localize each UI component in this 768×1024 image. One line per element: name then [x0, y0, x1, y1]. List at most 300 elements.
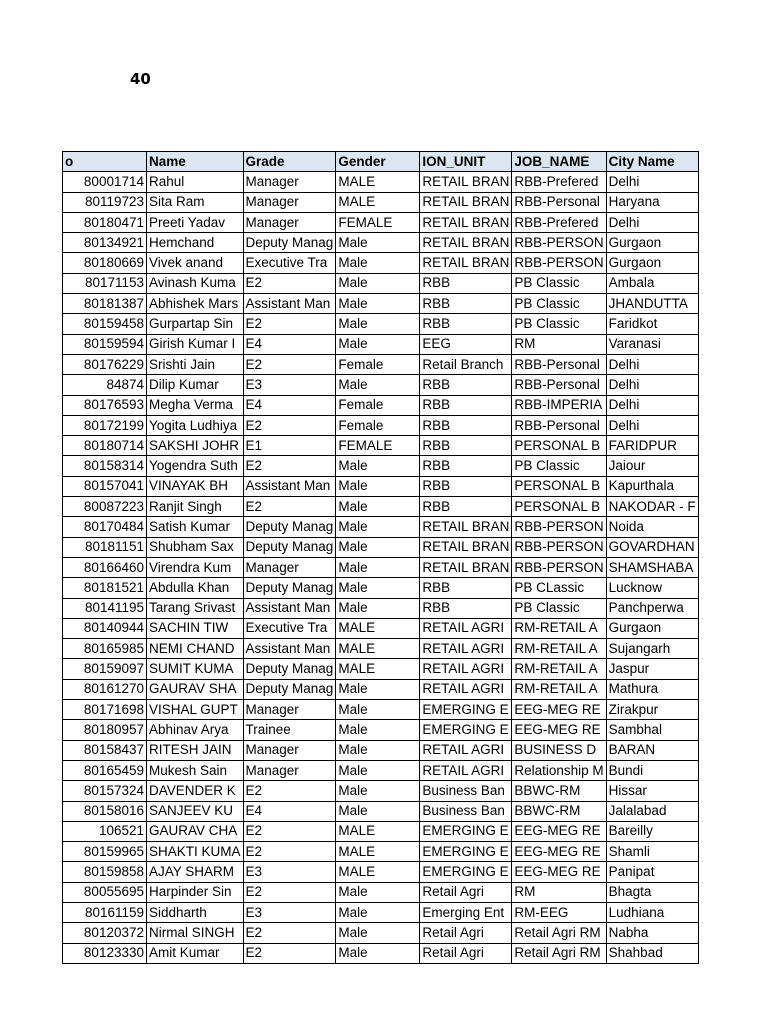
- cell-id[interactable]: 80180669: [63, 253, 147, 273]
- cell-grade[interactable]: E2: [243, 882, 336, 902]
- cell-grade[interactable]: E4: [243, 801, 336, 821]
- cell-gender[interactable]: Male: [336, 497, 420, 517]
- cell-city-name[interactable]: Gurgaon: [606, 253, 698, 273]
- cell-job-name[interactable]: RBB-PERSON: [512, 557, 606, 577]
- cell-id[interactable]: 80157041: [63, 476, 147, 496]
- cell-id[interactable]: 80165459: [63, 760, 147, 780]
- column-header-job-name[interactable]: JOB_NAME: [512, 152, 606, 172]
- cell-id[interactable]: 80165985: [63, 639, 147, 659]
- cell-city-name[interactable]: Delhi: [606, 375, 698, 395]
- cell-name[interactable]: Vivek anand: [147, 253, 244, 273]
- cell-name[interactable]: Hemchand: [147, 233, 244, 253]
- cell-ion-unit[interactable]: RETAIL BRAN: [420, 192, 512, 212]
- cell-grade[interactable]: E4: [243, 395, 336, 415]
- table-row: [63, 700, 699, 720]
- cell-ion-unit[interactable]: RBB: [420, 476, 512, 496]
- cell-city-name[interactable]: Noida: [606, 517, 698, 537]
- cell-name[interactable]: Harpinder Sin: [147, 882, 244, 902]
- cell-id[interactable]: 80001714: [63, 172, 147, 192]
- cell-ion-unit[interactable]: Business Ban: [420, 781, 512, 801]
- column-header-gender[interactable]: Gender: [336, 152, 420, 172]
- cell-name[interactable]: Megha Verma: [147, 395, 244, 415]
- cell-name[interactable]: Rahul: [147, 172, 244, 192]
- cell-id[interactable]: 80180957: [63, 720, 147, 740]
- cell-name[interactable]: Ranjit Singh: [147, 497, 244, 517]
- cell-name[interactable]: Yogendra Suth: [147, 456, 244, 476]
- cell-job-name[interactable]: PB CLassic: [512, 578, 606, 598]
- cell-job-name[interactable]: BBWC-RM: [512, 801, 606, 821]
- cell-job-name[interactable]: PERSONAL B: [512, 476, 606, 496]
- cell-job-name[interactable]: RBB-Personal: [512, 354, 606, 374]
- cell-ion-unit[interactable]: RETAIL AGRI: [420, 618, 512, 638]
- cell-id[interactable]: 80159858: [63, 862, 147, 882]
- cell-ion-unit[interactable]: Retail Agri: [420, 882, 512, 902]
- cell-job-name[interactable]: RM-RETAIL A: [512, 618, 606, 638]
- cell-job-name[interactable]: RBB-Prefered: [512, 172, 606, 192]
- cell-name[interactable]: SUMIT KUMA: [147, 659, 244, 679]
- cell-grade[interactable]: E1: [243, 436, 336, 456]
- cell-grade[interactable]: Manager: [243, 172, 336, 192]
- cell-id[interactable]: 80172199: [63, 415, 147, 435]
- cell-city-name[interactable]: Delhi: [606, 172, 698, 192]
- cell-ion-unit[interactable]: RBB: [420, 294, 512, 314]
- cell-city-name[interactable]: Bhagta: [606, 882, 698, 902]
- cell-city-name[interactable]: BARAN: [606, 740, 698, 760]
- cell-gender[interactable]: Male: [336, 334, 420, 354]
- cell-ion-unit[interactable]: RETAIL BRAN: [420, 233, 512, 253]
- cell-city-name[interactable]: Gurgaon: [606, 618, 698, 638]
- cell-id[interactable]: 80170484: [63, 517, 147, 537]
- cell-name[interactable]: GAURAV CHA: [147, 821, 244, 841]
- cell-name[interactable]: Mukesh Sain: [147, 760, 244, 780]
- cell-id[interactable]: 80159458: [63, 314, 147, 334]
- cell-job-name[interactable]: PB Classic: [512, 598, 606, 618]
- cell-ion-unit[interactable]: EMERGING E: [420, 862, 512, 882]
- cell-name[interactable]: Gurpartap Sin: [147, 314, 244, 334]
- cell-ion-unit[interactable]: RETAIL BRAN: [420, 557, 512, 577]
- cell-id[interactable]: 80119723: [63, 192, 147, 212]
- cell-ion-unit[interactable]: RBB: [420, 415, 512, 435]
- cell-gender[interactable]: Male: [336, 537, 420, 557]
- table-row: [63, 314, 699, 334]
- cell-id[interactable]: 80158314: [63, 456, 147, 476]
- cell-grade[interactable]: E2: [243, 923, 336, 943]
- cell-grade[interactable]: E2: [243, 314, 336, 334]
- table-row: [63, 415, 699, 435]
- cell-name[interactable]: DAVENDER K: [147, 781, 244, 801]
- table-row: [63, 537, 699, 557]
- cell-id[interactable]: 80181521: [63, 578, 147, 598]
- cell-gender[interactable]: Male: [336, 679, 420, 699]
- cell-job-name[interactable]: EEG-MEG RE: [512, 842, 606, 862]
- cell-name[interactable]: SANJEEV KU: [147, 801, 244, 821]
- cell-gender[interactable]: Male: [336, 578, 420, 598]
- cell-ion-unit[interactable]: RBB: [420, 395, 512, 415]
- cell-job-name[interactable]: PB Classic: [512, 456, 606, 476]
- cell-id[interactable]: 80158016: [63, 801, 147, 821]
- cell-ion-unit[interactable]: Retail Agri: [420, 923, 512, 943]
- cell-gender[interactable]: Male: [336, 760, 420, 780]
- table-row: [63, 517, 699, 537]
- cell-grade[interactable]: E2: [243, 842, 336, 862]
- table-row: [63, 720, 699, 740]
- cell-ion-unit[interactable]: EMERGING E: [420, 821, 512, 841]
- cell-city-name[interactable]: Delhi: [606, 415, 698, 435]
- cell-job-name[interactable]: RM-RETAIL A: [512, 659, 606, 679]
- cell-ion-unit[interactable]: RETAIL BRAN: [420, 172, 512, 192]
- cell-ion-unit[interactable]: RETAIL AGRI: [420, 659, 512, 679]
- cell-grade[interactable]: Deputy Manag: [243, 679, 336, 699]
- cell-id[interactable]: 80158437: [63, 740, 147, 760]
- column-header-ion-unit[interactable]: ION_UNIT: [420, 152, 512, 172]
- cell-grade[interactable]: E2: [243, 415, 336, 435]
- cell-name[interactable]: Shubham Sax: [147, 537, 244, 557]
- cell-id[interactable]: 80120372: [63, 923, 147, 943]
- cell-grade[interactable]: Executive Tra: [243, 253, 336, 273]
- cell-city-name[interactable]: SHAMSHABA: [606, 557, 698, 577]
- cell-grade[interactable]: Manager: [243, 212, 336, 232]
- cell-city-name[interactable]: Ludhiana: [606, 902, 698, 922]
- cell-grade[interactable]: Manager: [243, 700, 336, 720]
- cell-gender[interactable]: Male: [336, 781, 420, 801]
- cell-id[interactable]: 80157324: [63, 781, 147, 801]
- cell-job-name[interactable]: EEG-MEG RE: [512, 700, 606, 720]
- cell-grade[interactable]: Deputy Manag: [243, 578, 336, 598]
- cell-city-name[interactable]: Kapurthala: [606, 476, 698, 496]
- cell-ion-unit[interactable]: EMERGING E: [420, 842, 512, 862]
- cell-city-name[interactable]: Jaspur: [606, 659, 698, 679]
- cell-id[interactable]: 80176593: [63, 395, 147, 415]
- column-header-id[interactable]: o: [63, 152, 147, 172]
- cell-grade[interactable]: Assistant Man: [243, 598, 336, 618]
- cell-grade[interactable]: E2: [243, 943, 336, 963]
- cell-ion-unit[interactable]: RETAIL AGRI: [420, 639, 512, 659]
- cell-city-name[interactable]: Jaiour: [606, 456, 698, 476]
- cell-city-name[interactable]: Shamli: [606, 842, 698, 862]
- cell-job-name[interactable]: RM: [512, 334, 606, 354]
- cell-grade[interactable]: Deputy Manag: [243, 659, 336, 679]
- cell-job-name[interactable]: RM: [512, 882, 606, 902]
- cell-id[interactable]: 106521: [63, 821, 147, 841]
- cell-city-name[interactable]: FARIDPUR: [606, 436, 698, 456]
- cell-job-name[interactable]: RBB-Prefered: [512, 212, 606, 232]
- column-header-name[interactable]: Name: [147, 152, 244, 172]
- column-header-city-name[interactable]: City Name: [606, 152, 698, 172]
- cell-city-name[interactable]: Gurgaon: [606, 233, 698, 253]
- cell-gender[interactable]: MALE: [336, 862, 420, 882]
- cell-grade[interactable]: E2: [243, 273, 336, 293]
- cell-name[interactable]: VISHAL GUPT: [147, 700, 244, 720]
- cell-gender[interactable]: MALE: [336, 659, 420, 679]
- cell-gender[interactable]: Male: [336, 923, 420, 943]
- cell-grade[interactable]: E2: [243, 497, 336, 517]
- cell-name[interactable]: SHAKTI KUMA: [147, 842, 244, 862]
- cell-grade[interactable]: Deputy Manag: [243, 233, 336, 253]
- cell-gender[interactable]: Male: [336, 902, 420, 922]
- cell-gender[interactable]: Male: [336, 943, 420, 963]
- cell-name[interactable]: Srishti Jain: [147, 354, 244, 374]
- table-row: [63, 294, 699, 314]
- cell-city-name[interactable]: GOVARDHAN: [606, 537, 698, 557]
- cell-job-name[interactable]: Retail Agri RM: [512, 943, 606, 963]
- cell-city-name[interactable]: NAKODAR - F: [606, 497, 698, 517]
- cell-city-name[interactable]: Bareilly: [606, 821, 698, 841]
- cell-job-name[interactable]: RM-RETAIL A: [512, 679, 606, 699]
- cell-job-name[interactable]: PB Classic: [512, 294, 606, 314]
- cell-gender[interactable]: Male: [336, 882, 420, 902]
- cell-name[interactable]: Girish Kumar I: [147, 334, 244, 354]
- cell-gender[interactable]: Male: [336, 598, 420, 618]
- cell-gender[interactable]: Male: [336, 801, 420, 821]
- cell-gender[interactable]: Male: [336, 375, 420, 395]
- cell-ion-unit[interactable]: RBB: [420, 314, 512, 334]
- cell-name[interactable]: Amit Kumar: [147, 943, 244, 963]
- cell-city-name[interactable]: Delhi: [606, 212, 698, 232]
- cell-job-name[interactable]: EEG-MEG RE: [512, 862, 606, 882]
- cell-name[interactable]: Dilip Kumar: [147, 375, 244, 395]
- cell-grade[interactable]: Manager: [243, 557, 336, 577]
- cell-grade[interactable]: E2: [243, 354, 336, 374]
- cell-job-name[interactable]: EEG-MEG RE: [512, 720, 606, 740]
- cell-grade[interactable]: E2: [243, 781, 336, 801]
- cell-job-name[interactable]: EEG-MEG RE: [512, 821, 606, 841]
- cell-ion-unit[interactable]: EMERGING E: [420, 700, 512, 720]
- cell-city-name[interactable]: Hissar: [606, 781, 698, 801]
- cell-gender[interactable]: Male: [336, 476, 420, 496]
- cell-gender[interactable]: MALE: [336, 821, 420, 841]
- cell-id[interactable]: 80171698: [63, 700, 147, 720]
- table-row: [63, 354, 699, 374]
- cell-gender[interactable]: MALE: [336, 618, 420, 638]
- cell-ion-unit[interactable]: RETAIL AGRI: [420, 679, 512, 699]
- cell-job-name[interactable]: PB Classic: [512, 273, 606, 293]
- cell-job-name[interactable]: RBB-PERSON: [512, 517, 606, 537]
- cell-city-name[interactable]: Faridkot: [606, 314, 698, 334]
- cell-name[interactable]: Yogita Ludhiya: [147, 415, 244, 435]
- cell-ion-unit[interactable]: RETAIL BRAN: [420, 517, 512, 537]
- cell-city-name[interactable]: Panipat: [606, 862, 698, 882]
- table-row: [63, 273, 699, 293]
- cell-grade[interactable]: Deputy Manag: [243, 537, 336, 557]
- cell-ion-unit[interactable]: RBB: [420, 456, 512, 476]
- cell-ion-unit[interactable]: Business Ban: [420, 801, 512, 821]
- cell-gender[interactable]: Female: [336, 354, 420, 374]
- cell-ion-unit[interactable]: RBB: [420, 436, 512, 456]
- cell-job-name[interactable]: RBB-Personal: [512, 415, 606, 435]
- table-row: [63, 801, 699, 821]
- table-header-row: [63, 152, 699, 172]
- cell-ion-unit[interactable]: RBB: [420, 375, 512, 395]
- cell-city-name[interactable]: Panchperwa: [606, 598, 698, 618]
- cell-id[interactable]: 80140944: [63, 618, 147, 638]
- cell-id[interactable]: 80134921: [63, 233, 147, 253]
- cell-grade[interactable]: Assistant Man: [243, 639, 336, 659]
- cell-grade[interactable]: E3: [243, 862, 336, 882]
- cell-city-name[interactable]: Mathura: [606, 679, 698, 699]
- cell-ion-unit[interactable]: EEG: [420, 334, 512, 354]
- cell-id[interactable]: 80176229: [63, 354, 147, 374]
- cell-job-name[interactable]: RM-RETAIL A: [512, 639, 606, 659]
- page-number: 40: [130, 70, 151, 88]
- cell-job-name[interactable]: RBB-PERSON: [512, 537, 606, 557]
- cell-job-name[interactable]: RM-EEG: [512, 902, 606, 922]
- table-row: [63, 760, 699, 780]
- cell-job-name[interactable]: RBB-PERSON: [512, 233, 606, 253]
- cell-name[interactable]: GAURAV SHA: [147, 679, 244, 699]
- cell-id[interactable]: 80180471: [63, 212, 147, 232]
- cell-gender[interactable]: Male: [336, 233, 420, 253]
- cell-ion-unit[interactable]: RBB: [420, 273, 512, 293]
- cell-gender[interactable]: Male: [336, 456, 420, 476]
- cell-grade[interactable]: E3: [243, 902, 336, 922]
- cell-name[interactable]: Tarang Srivast: [147, 598, 244, 618]
- cell-grade[interactable]: Manager: [243, 740, 336, 760]
- cell-name[interactable]: Abhishek Mars: [147, 294, 244, 314]
- cell-id[interactable]: 80123330: [63, 943, 147, 963]
- cell-gender[interactable]: Female: [336, 395, 420, 415]
- cell-city-name[interactable]: Zirakpur: [606, 700, 698, 720]
- cell-job-name[interactable]: PERSONAL B: [512, 436, 606, 456]
- cell-ion-unit[interactable]: RBB: [420, 598, 512, 618]
- cell-job-name[interactable]: BBWC-RM: [512, 781, 606, 801]
- employee-table: [62, 151, 699, 964]
- cell-job-name[interactable]: BUSINESS D: [512, 740, 606, 760]
- cell-name[interactable]: Preeti Yadav: [147, 212, 244, 232]
- cell-city-name[interactable]: Haryana: [606, 192, 698, 212]
- cell-name[interactable]: Abdulla Khan: [147, 578, 244, 598]
- cell-name[interactable]: SACHIN TIW: [147, 618, 244, 638]
- cell-city-name[interactable]: Shahbad: [606, 943, 698, 963]
- cell-city-name[interactable]: Lucknow: [606, 578, 698, 598]
- cell-ion-unit[interactable]: RETAIL BRAN: [420, 537, 512, 557]
- cell-grade[interactable]: E2: [243, 456, 336, 476]
- cell-name[interactable]: VINAYAK BH: [147, 476, 244, 496]
- cell-gender[interactable]: Male: [336, 273, 420, 293]
- cell-ion-unit[interactable]: RETAIL BRAN: [420, 212, 512, 232]
- cell-id[interactable]: 80161270: [63, 679, 147, 699]
- cell-job-name[interactable]: RBB-IMPERIA: [512, 395, 606, 415]
- cell-id[interactable]: 80161159: [63, 902, 147, 922]
- cell-gender[interactable]: Male: [336, 557, 420, 577]
- cell-gender[interactable]: Male: [336, 720, 420, 740]
- cell-ion-unit[interactable]: EMERGING E: [420, 720, 512, 740]
- cell-city-name[interactable]: Sambhal: [606, 720, 698, 740]
- cell-name[interactable]: Sita Ram: [147, 192, 244, 212]
- cell-id[interactable]: 80159097: [63, 659, 147, 679]
- cell-city-name[interactable]: Nabha: [606, 923, 698, 943]
- cell-id[interactable]: 80055695: [63, 882, 147, 902]
- cell-ion-unit[interactable]: Emerging Ent: [420, 902, 512, 922]
- cell-gender[interactable]: Male: [336, 253, 420, 273]
- table-row: [63, 659, 699, 679]
- cell-gender[interactable]: MALE: [336, 172, 420, 192]
- cell-ion-unit[interactable]: RETAIL AGRI: [420, 740, 512, 760]
- cell-ion-unit[interactable]: RBB: [420, 578, 512, 598]
- cell-name[interactable]: Avinash Kuma: [147, 273, 244, 293]
- cell-id[interactable]: 84874: [63, 375, 147, 395]
- cell-city-name[interactable]: Bundi: [606, 760, 698, 780]
- cell-grade[interactable]: Manager: [243, 760, 336, 780]
- cell-city-name[interactable]: JHANDUTTA: [606, 294, 698, 314]
- cell-grade[interactable]: Assistant Man: [243, 476, 336, 496]
- cell-job-name[interactable]: Retail Agri RM: [512, 923, 606, 943]
- cell-job-name[interactable]: RBB-PERSON: [512, 253, 606, 273]
- cell-grade[interactable]: Deputy Manag: [243, 517, 336, 537]
- cell-gender[interactable]: Male: [336, 517, 420, 537]
- column-header-grade[interactable]: Grade: [243, 152, 336, 172]
- cell-ion-unit[interactable]: Retail Branch: [420, 354, 512, 374]
- cell-city-name[interactable]: Varanasi: [606, 334, 698, 354]
- cell-gender[interactable]: Male: [336, 314, 420, 334]
- cell-ion-unit[interactable]: RETAIL BRAN: [420, 253, 512, 273]
- cell-gender[interactable]: Male: [336, 294, 420, 314]
- table-row: [63, 598, 699, 618]
- cell-gender[interactable]: MALE: [336, 842, 420, 862]
- table-row: [63, 923, 699, 943]
- table-row: [63, 862, 699, 882]
- cell-grade[interactable]: Assistant Man: [243, 294, 336, 314]
- cell-gender[interactable]: Male: [336, 700, 420, 720]
- cell-id[interactable]: 80181387: [63, 294, 147, 314]
- cell-name[interactable]: Nirmal SINGH: [147, 923, 244, 943]
- cell-name[interactable]: SAKSHI JOHR: [147, 436, 244, 456]
- cell-gender[interactable]: Male: [336, 740, 420, 760]
- cell-name[interactable]: NEMI CHAND: [147, 639, 244, 659]
- cell-gender[interactable]: MALE: [336, 192, 420, 212]
- cell-gender[interactable]: MALE: [336, 639, 420, 659]
- cell-name[interactable]: Abhinav Arya: [147, 720, 244, 740]
- cell-gender[interactable]: FEMALE: [336, 436, 420, 456]
- cell-job-name[interactable]: PERSONAL B: [512, 497, 606, 517]
- cell-gender[interactable]: Female: [336, 415, 420, 435]
- cell-grade[interactable]: Manager: [243, 192, 336, 212]
- cell-grade[interactable]: Trainee: [243, 720, 336, 740]
- cell-grade[interactable]: E3: [243, 375, 336, 395]
- cell-ion-unit[interactable]: Retail Agri: [420, 943, 512, 963]
- cell-city-name[interactable]: Sujangarh: [606, 639, 698, 659]
- cell-name[interactable]: RITESH JAIN: [147, 740, 244, 760]
- cell-id[interactable]: 80171153: [63, 273, 147, 293]
- table-row: [63, 557, 699, 577]
- cell-grade[interactable]: E2: [243, 821, 336, 841]
- cell-city-name[interactable]: Delhi: [606, 354, 698, 374]
- cell-id[interactable]: 80159965: [63, 842, 147, 862]
- cell-name[interactable]: Virendra Kum: [147, 557, 244, 577]
- cell-name[interactable]: AJAY SHARM: [147, 862, 244, 882]
- cell-job-name[interactable]: RBB-Personal: [512, 192, 606, 212]
- cell-name[interactable]: Siddharth: [147, 902, 244, 922]
- cell-job-name[interactable]: Relationship M: [512, 760, 606, 780]
- cell-id[interactable]: 80166460: [63, 557, 147, 577]
- cell-grade[interactable]: E4: [243, 334, 336, 354]
- cell-grade[interactable]: Executive Tra: [243, 618, 336, 638]
- cell-name[interactable]: Satish Kumar: [147, 517, 244, 537]
- cell-ion-unit[interactable]: RBB: [420, 497, 512, 517]
- cell-id[interactable]: 80141195: [63, 598, 147, 618]
- cell-id[interactable]: 80159594: [63, 334, 147, 354]
- cell-city-name[interactable]: Delhi: [606, 395, 698, 415]
- cell-id[interactable]: 80180714: [63, 436, 147, 456]
- cell-id[interactable]: 80181151: [63, 537, 147, 557]
- cell-ion-unit[interactable]: RETAIL AGRI: [420, 760, 512, 780]
- cell-gender[interactable]: FEMALE: [336, 212, 420, 232]
- cell-job-name[interactable]: RBB-Personal: [512, 375, 606, 395]
- cell-id[interactable]: 80087223: [63, 497, 147, 517]
- cell-city-name[interactable]: Jalalabad: [606, 801, 698, 821]
- cell-city-name[interactable]: Ambala: [606, 273, 698, 293]
- table-row: [63, 497, 699, 517]
- cell-job-name[interactable]: PB Classic: [512, 314, 606, 334]
